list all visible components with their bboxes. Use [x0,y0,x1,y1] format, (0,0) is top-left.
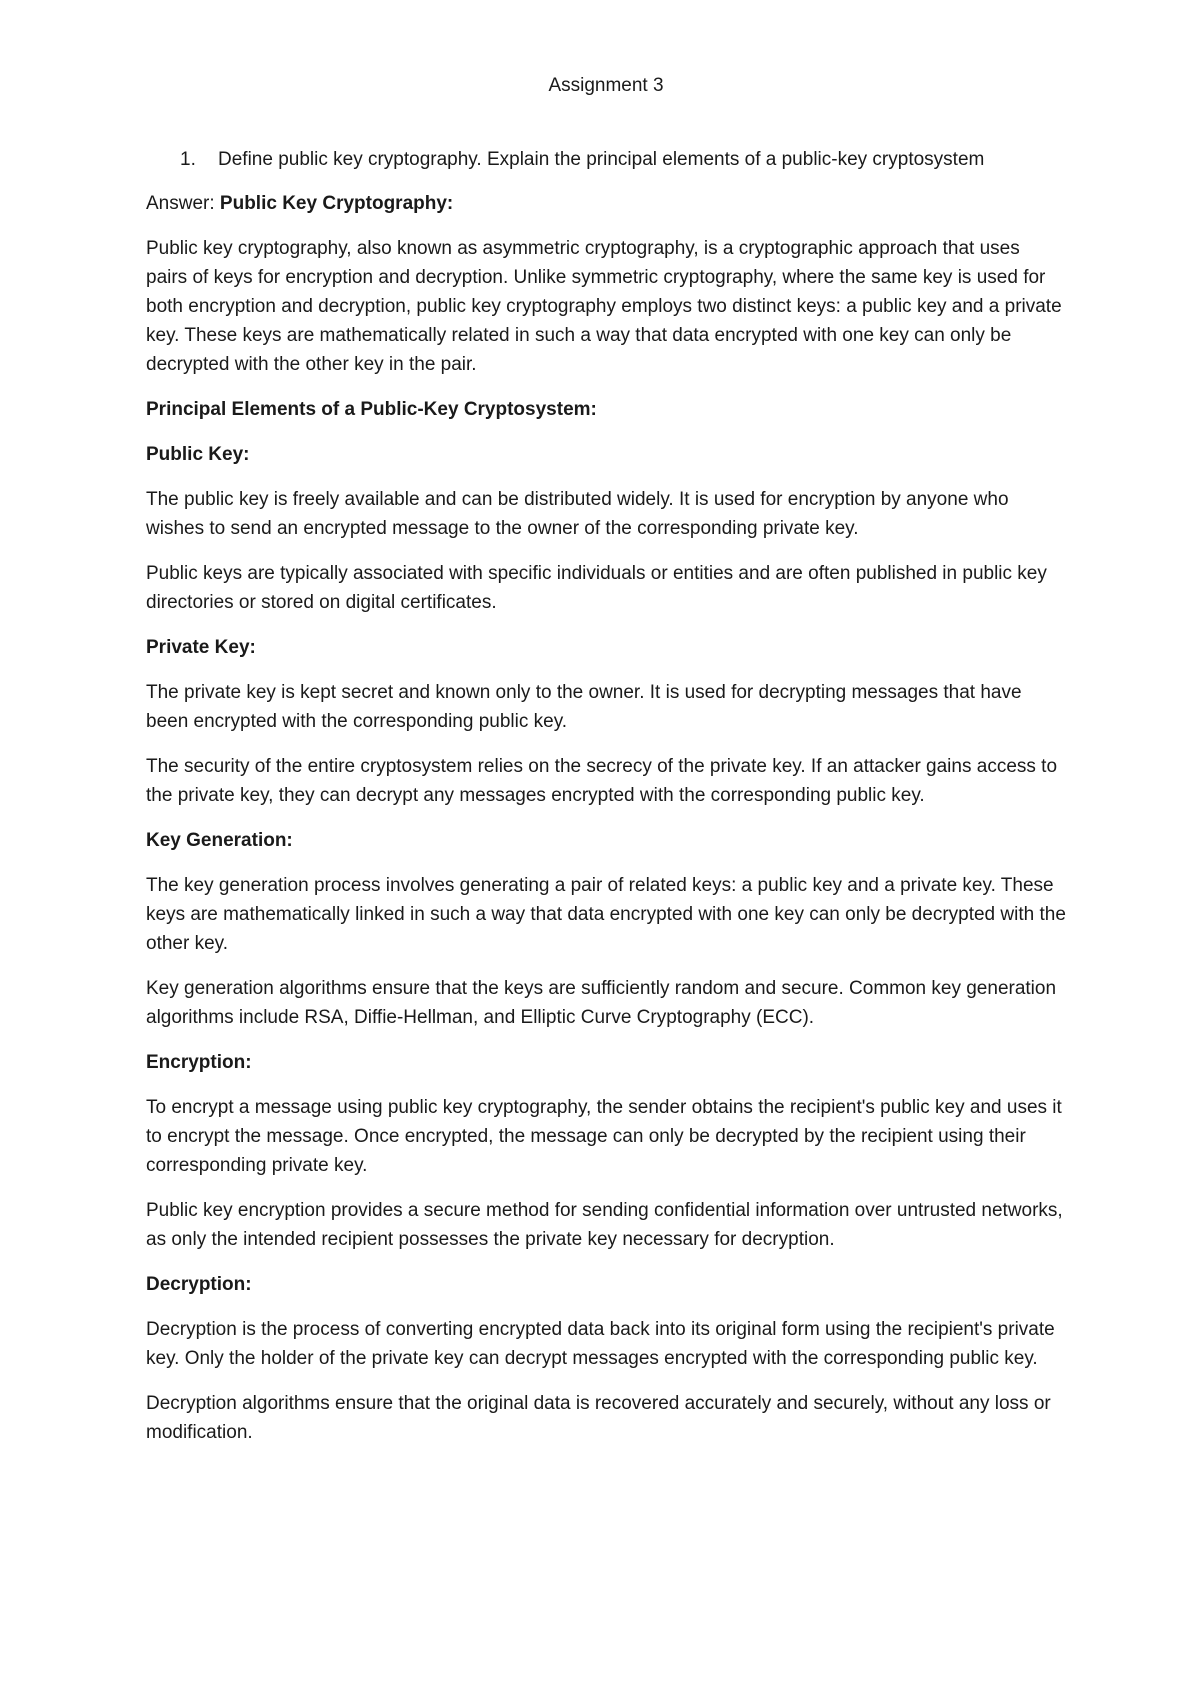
section-paragraph: The private key is kept secret and known only to the owner. It is used for decrypting messages that have been encrypted with the corresponding public key. [146,682,1022,732]
section-heading-key-generation: Key Generation: [146,830,293,851]
section-paragraph: Decryption algorithms ensure that the original data is recovered accurately and securely, without any loss or modification. [146,1393,1051,1443]
principal-elements-heading: Principal Elements of a Public-Key Cryptosystem: [146,399,597,420]
question-item [180,146,1080,174]
section-paragraph: The public key is freely available and can be distributed widely. It is used for encryption by anyone who wishes to send an encrypted message to the owner of the corresponding private key. [146,489,1009,539]
section-paragraph: Public keys are typically associated with specific individuals or entities and are often published in public key directories or stored on digital certificates. [146,563,1047,613]
answer-heading-line [146,189,1066,218]
question-number: 1. [180,149,196,170]
section-paragraph: Decryption is the process of converting encrypted data back into its original form using the recipient's private key. Only the holder of the private key can decrypt messages encrypted with the corresponding public key. [146,1319,1055,1369]
answer-title: Public Key Cryptography: [219,193,454,214]
section-heading-decryption: Decryption: [146,1274,252,1295]
section-paragraph: Public key encryption provides a secure method for sending confidential information over untrusted networks, as only the intended recipient possesses the private key necessary for decryption. [146,1200,1063,1250]
answer-body [146,189,1066,1463]
section-heading-encryption: Encryption: [146,1052,252,1073]
section-paragraph: The security of the entire cryptosystem relies on the secrecy of the private key. If an attacker gains access to the private key, they can decrypt any messages encrypted with the corresponding public key. [146,756,1058,806]
document-title: Assignment 3 [548,75,664,96]
section-paragraph: Key generation algorithms ensure that the keys are sufficiently random and secure. Common key generation algorithms include RSA, Diffie-Hellman, and Elliptic Curve Cryptography (ECC). [146,978,1057,1028]
answer-label: Answer: [146,193,220,214]
intro-paragraph: Public key cryptography, also known as asymmetric cryptography, is a cryptographic approach that uses pairs of keys for encryption and decryption. Unlike symmetric cryptography, where the same key is used for both encryption and decryption, public key cryptography employs two distinct keys: a public key and a private key. These keys are mathematically related in such a way that data encrypted with one key can only be decrypted with the other key in the pair. [146,238,1062,375]
section-heading-public-key: Public Key: [146,444,250,465]
question-text: Define public key cryptography. Explain the principal elements of a public-key cryptosystem [218,149,985,170]
section-paragraph: To encrypt a message using public key cryptography, the sender obtains the recipient's public key and uses it to encrypt the message. Once encrypted, the message can only be decrypted by the recipient using their corresponding private key. [146,1097,1062,1176]
section-paragraph: The key generation process involves generating a pair of related keys: a public key and a private key. These keys are mathematically linked in such a way that data encrypted with one key can only be decrypted with the other key. [146,875,1066,954]
section-heading-private-key: Private Key: [146,637,256,658]
